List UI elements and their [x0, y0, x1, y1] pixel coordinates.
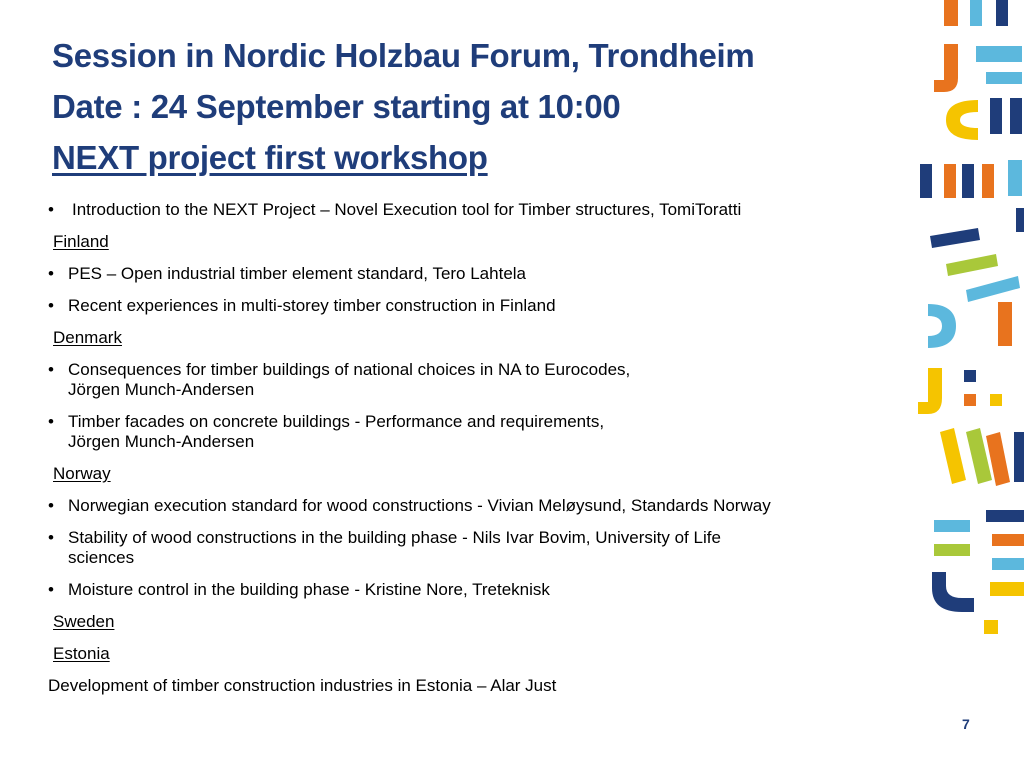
list-item-line: Stability of wood constructions in the building phase - Nils Ivar Bovim, University of Life: [68, 528, 721, 547]
deco-stroke: [998, 302, 1012, 346]
bullet-dot: •: [48, 264, 54, 283]
closing-line: Development of timber construction industries in Estonia – Alar Just: [48, 676, 557, 695]
deco-stroke: [932, 572, 974, 612]
deco-stroke: [920, 164, 932, 198]
country-norway: Norway: [53, 464, 111, 483]
deco-stroke: [1014, 432, 1024, 482]
country-sweden: Sweden: [53, 612, 115, 631]
deco-stroke: [990, 582, 1024, 596]
deco-stroke: [946, 100, 978, 140]
list-item-line: Timber facades on concrete buildings - Performance and requirements,: [68, 412, 605, 431]
list-item-line: Jörgen Munch-Andersen: [68, 432, 255, 451]
deco-stroke: [928, 304, 956, 348]
deco-stroke: [970, 0, 982, 26]
title-line-2: Date : 24 September starting at 10:00: [52, 88, 621, 125]
deco-stroke: [964, 394, 976, 406]
deco-stroke: [962, 164, 974, 198]
bullet-dot: •: [48, 528, 54, 547]
deco-stroke: [992, 558, 1024, 570]
deco-stroke: [966, 276, 1020, 302]
list-item: PES – Open industrial timber element standard, Tero Lahtela: [68, 264, 527, 283]
deco-stroke: [990, 98, 1002, 134]
deco-stroke: [996, 0, 1008, 26]
deco-stroke: [940, 428, 966, 484]
country-estonia: Estonia: [53, 644, 110, 663]
deco-stroke: [944, 164, 956, 198]
deco-stroke: [1008, 160, 1022, 196]
title-line-3: NEXT project first workshop: [52, 139, 488, 176]
list-item: Recent experiences in multi-storey timber construction in Finland: [68, 296, 556, 315]
deco-stroke: [986, 510, 1024, 522]
list-item-line: sciences: [68, 548, 135, 567]
deco-stroke: [964, 370, 976, 382]
bullet-dot: •: [48, 412, 54, 431]
decorative-strokes: [918, 0, 1024, 634]
deco-stroke: [918, 368, 942, 414]
bullet-dot: •: [48, 296, 54, 315]
deco-stroke: [934, 544, 970, 556]
deco-stroke: [992, 534, 1024, 546]
deco-stroke: [1010, 98, 1022, 134]
deco-stroke: [930, 228, 980, 248]
deco-stroke: [990, 394, 1002, 406]
bullet-dot: •: [48, 360, 54, 379]
deco-stroke: [982, 164, 994, 198]
title-line-1: Session in Nordic Holzbau Forum, Trondheim: [52, 37, 755, 74]
list-item-line: Jörgen Munch-Andersen: [68, 380, 255, 399]
bullet-dot: •: [48, 580, 54, 599]
country-finland: Finland: [53, 232, 109, 251]
bullet-dot: •: [48, 496, 54, 515]
list-item-line: Consequences for timber buildings of national choices in NA to Eurocodes,: [68, 360, 631, 379]
deco-stroke: [1016, 208, 1024, 232]
decorative-pattern: [900, 0, 1024, 640]
deco-stroke: [986, 72, 1022, 84]
list-item: Norwegian execution standard for wood constructions - Vivian Meløysund, Standards Norway: [68, 496, 771, 515]
country-denmark: Denmark: [53, 328, 122, 347]
intro-item: Introduction to the NEXT Project – Novel Execution tool for Timber structures, TomiToratti: [72, 200, 742, 219]
page-number: 7: [962, 716, 970, 732]
deco-stroke: [946, 254, 998, 276]
list-item: Moisture control in the building phase - Kristine Nore, Treteknisk: [68, 580, 550, 599]
deco-stroke: [944, 0, 958, 26]
bullet-dot: •: [48, 200, 54, 219]
deco-stroke: [976, 46, 1022, 62]
deco-stroke: [984, 620, 998, 634]
deco-stroke: [934, 44, 958, 92]
deco-stroke: [934, 520, 970, 532]
